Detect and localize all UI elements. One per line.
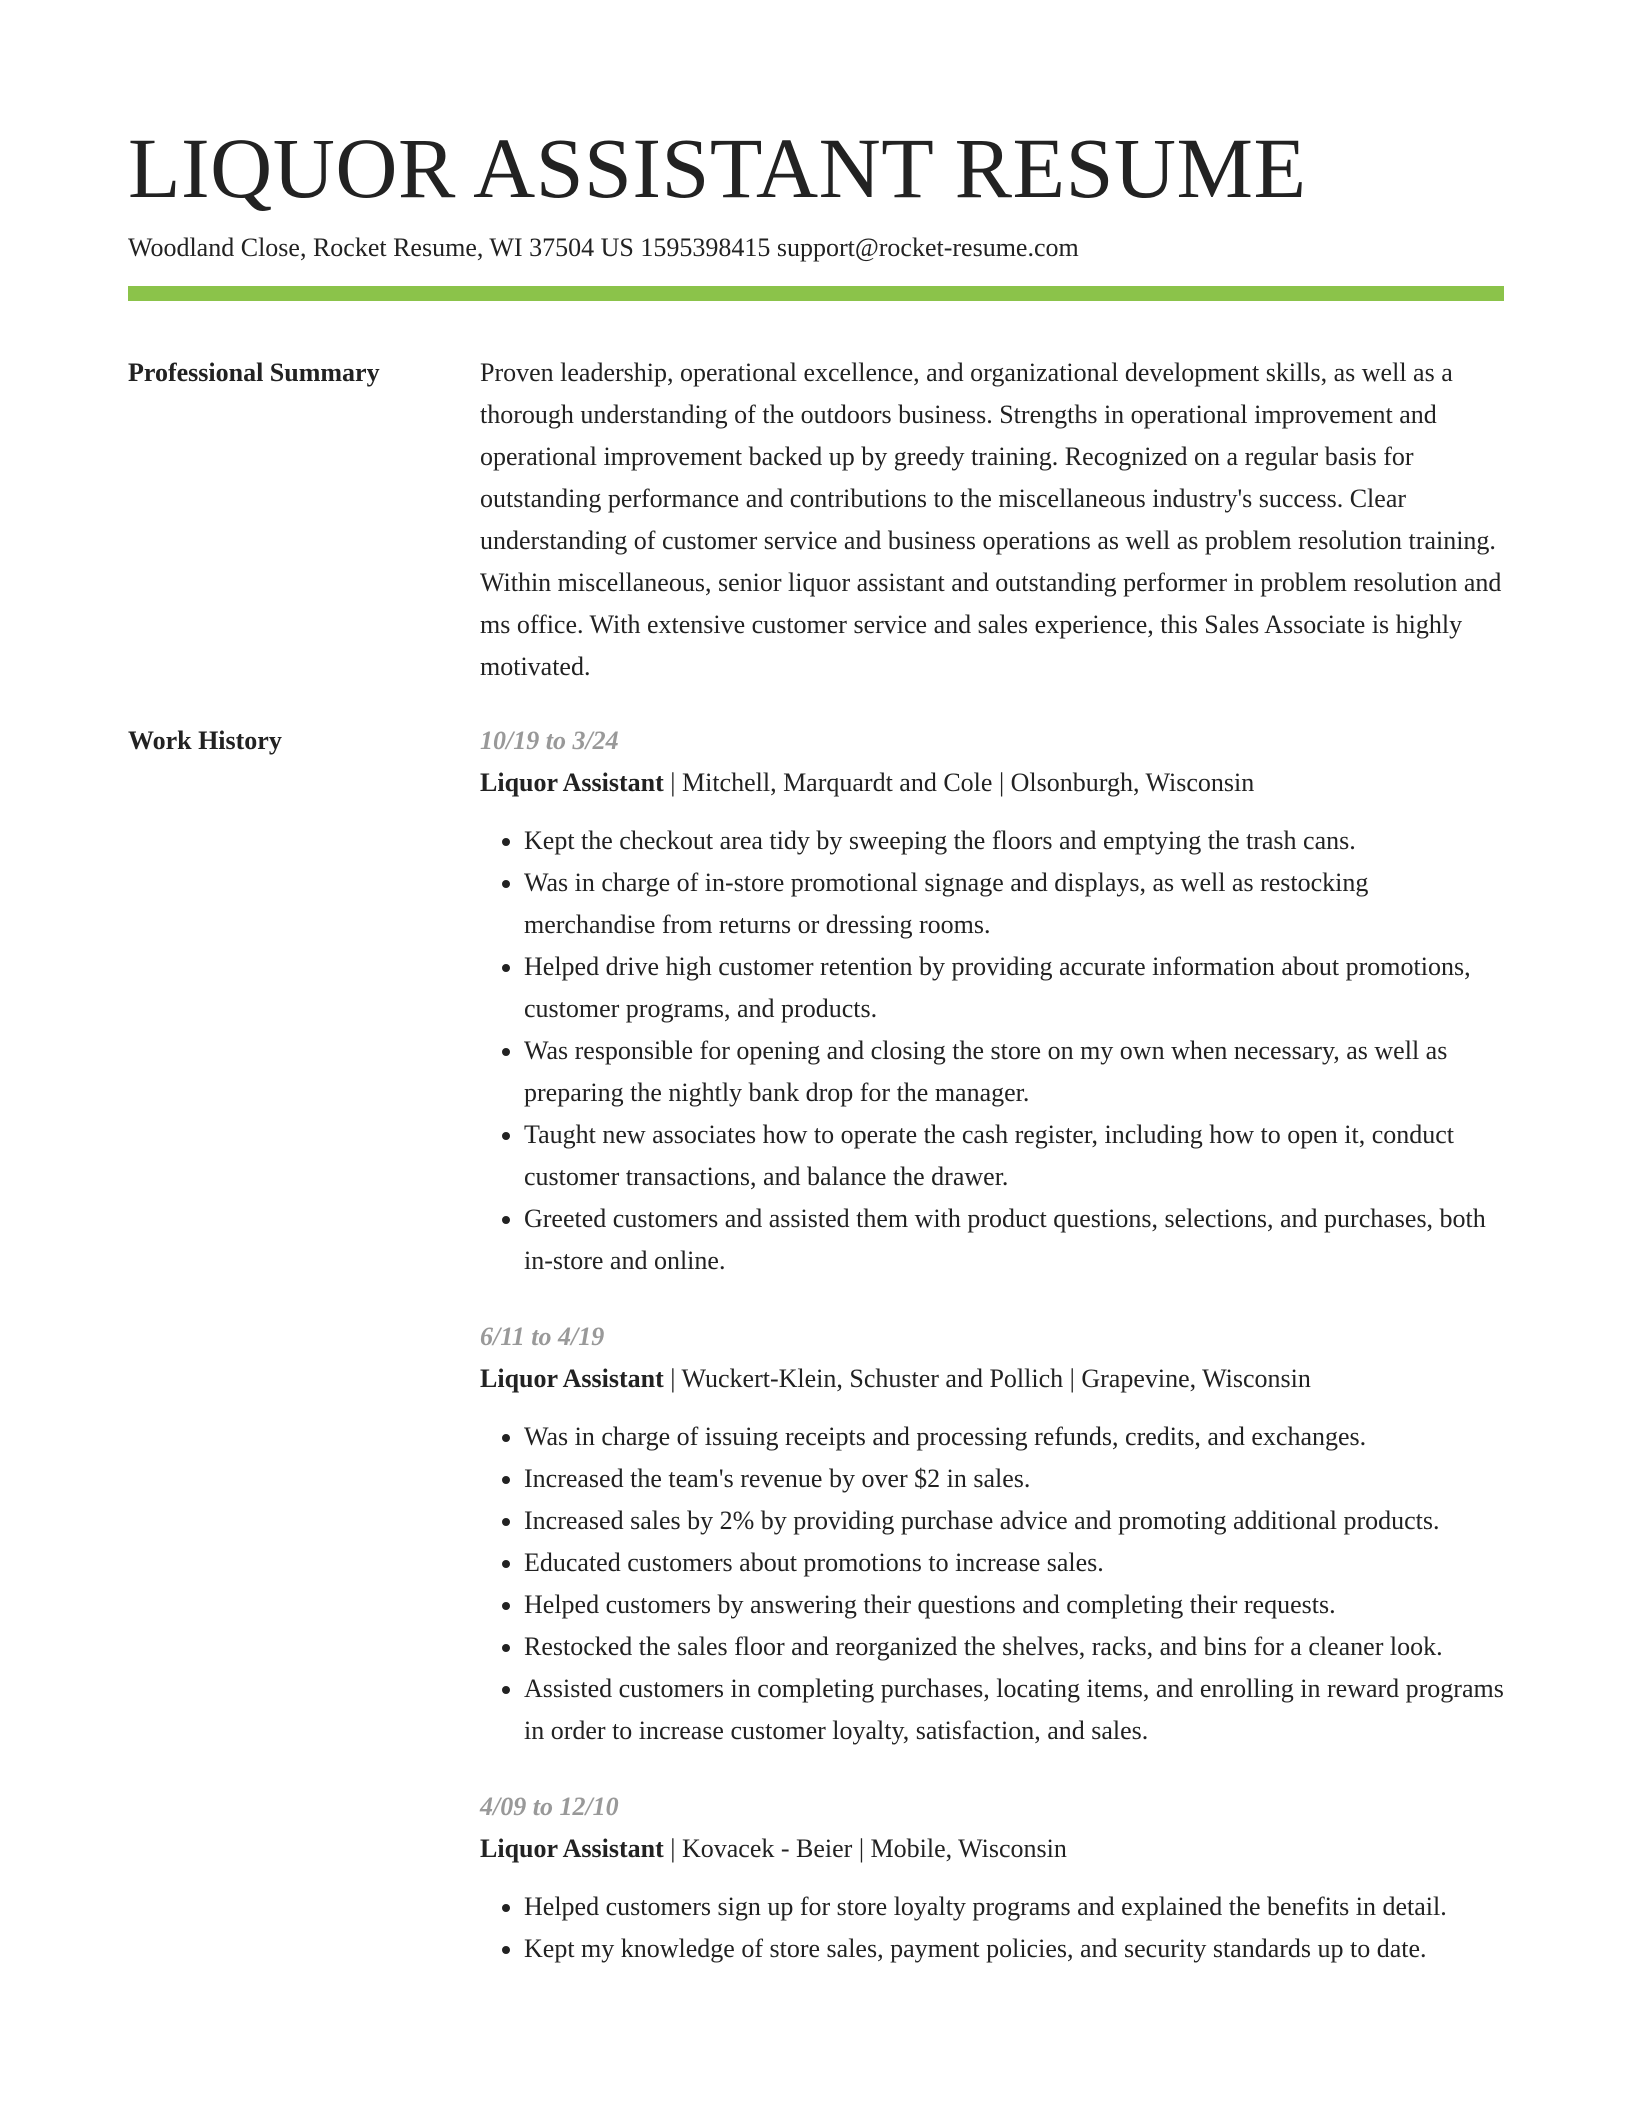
job-bullet: • Helped drive high customer retention by providing accurate information about promotions, customer programs, and products. (524, 946, 1504, 1030)
job-entry (480, 720, 1504, 1282)
job-title: Liquor Assistant (480, 768, 664, 797)
job-bullet: • Was responsible for opening and closing the store on my own when necessary, as well as preparing the nightly bank drop for the manager. (524, 1030, 1504, 1114)
job-dates: 4/09 to 12/10 (480, 1792, 619, 1821)
job-bullet: • Was in charge of issuing receipts and processing refunds, credits, and exchanges. (524, 1416, 1504, 1458)
job-bullets (480, 1886, 1504, 1970)
page-title: LIQUOR ASSISTANT RESUME (128, 120, 1307, 216)
job-dates: 6/11 to 4/19 (480, 1322, 605, 1351)
job-bullet: • Increased sales by 2% by providing purchase advice and promoting additional products. (524, 1500, 1504, 1542)
summary-body (480, 352, 1504, 688)
section-label-summary: Professional Summary (128, 358, 380, 387)
job-bullet: • Was in charge of in-store promotional signage and displays, as well as restocking merchandise from returns or dressing rooms. (524, 862, 1504, 946)
job-bullet: • Helped customers sign up for store loyalty programs and explained the benefits in detail. (524, 1886, 1504, 1928)
job-details: | Kovacek - Beier | Mobile, Wisconsin (663, 1834, 1067, 1863)
header-divider (128, 286, 1504, 301)
job-heading (480, 1828, 1504, 1870)
summary-text: Proven leadership, operational excellence, and organizational development skills, as well as a thorough understanding of the outdoors business. Strengths in operational improvement and operational improvement backed up by greedy training. Recognized on a regular basis for outstanding performance and contributions to the miscellaneous industry's success. Clear understanding of customer service and business operations as well as problem resolution training. Within miscellaneous, senior liquor assistant and outstanding performer in problem resolution and ms office. With extensive customer service and sales experience, this Sales Associate is highly motivated. (480, 358, 1502, 681)
job-title: Liquor Assistant (480, 1834, 664, 1863)
job-heading (480, 1358, 1504, 1400)
job-bullet: • Increased the team's revenue by over $2 in sales. (524, 1458, 1504, 1500)
contact-info: Woodland Close, Rocket Resume, WI 37504 US 1595398415 support@rocket-resume.com (128, 233, 1079, 262)
job-title: Liquor Assistant (480, 1364, 664, 1393)
work-history-body (480, 720, 1504, 2004)
section-label-work-history: Work History (128, 726, 282, 755)
job-details: | Wuckert-Klein, Schuster and Pollich | Grapevine, Wisconsin (663, 1364, 1311, 1393)
job-entry (480, 1786, 1504, 1970)
job-bullet: • Educated customers about promotions to increase sales. (524, 1542, 1504, 1584)
job-bullet: • Greeted customers and assisted them with product questions, selections, and purchases, both in-store and online. (524, 1198, 1504, 1282)
job-bullets (480, 1416, 1504, 1752)
job-bullet: • Taught new associates how to operate the cash register, including how to open it, conduct customer transactions, and balance the drawer. (524, 1114, 1504, 1198)
job-bullet: • Restocked the sales floor and reorganized the shelves, racks, and bins for a cleaner look. (524, 1626, 1504, 1668)
job-details: | Mitchell, Marquardt and Cole | Olsonburgh, Wisconsin (663, 768, 1255, 797)
job-dates: 10/19 to 3/24 (480, 726, 619, 755)
job-bullets (480, 820, 1504, 1282)
job-bullet: • Kept the checkout area tidy by sweeping the floors and emptying the trash cans. (524, 820, 1504, 862)
job-entry (480, 1316, 1504, 1752)
job-bullet: • Helped customers by answering their questions and completing their requests. (524, 1584, 1504, 1626)
job-heading (480, 762, 1504, 804)
job-bullet: • Kept my knowledge of store sales, payment policies, and security standards up to date. (524, 1928, 1504, 1970)
job-bullet: • Assisted customers in completing purchases, locating items, and enrolling in reward programs in order to increase customer loyalty, satisfaction, and sales. (524, 1668, 1504, 1752)
